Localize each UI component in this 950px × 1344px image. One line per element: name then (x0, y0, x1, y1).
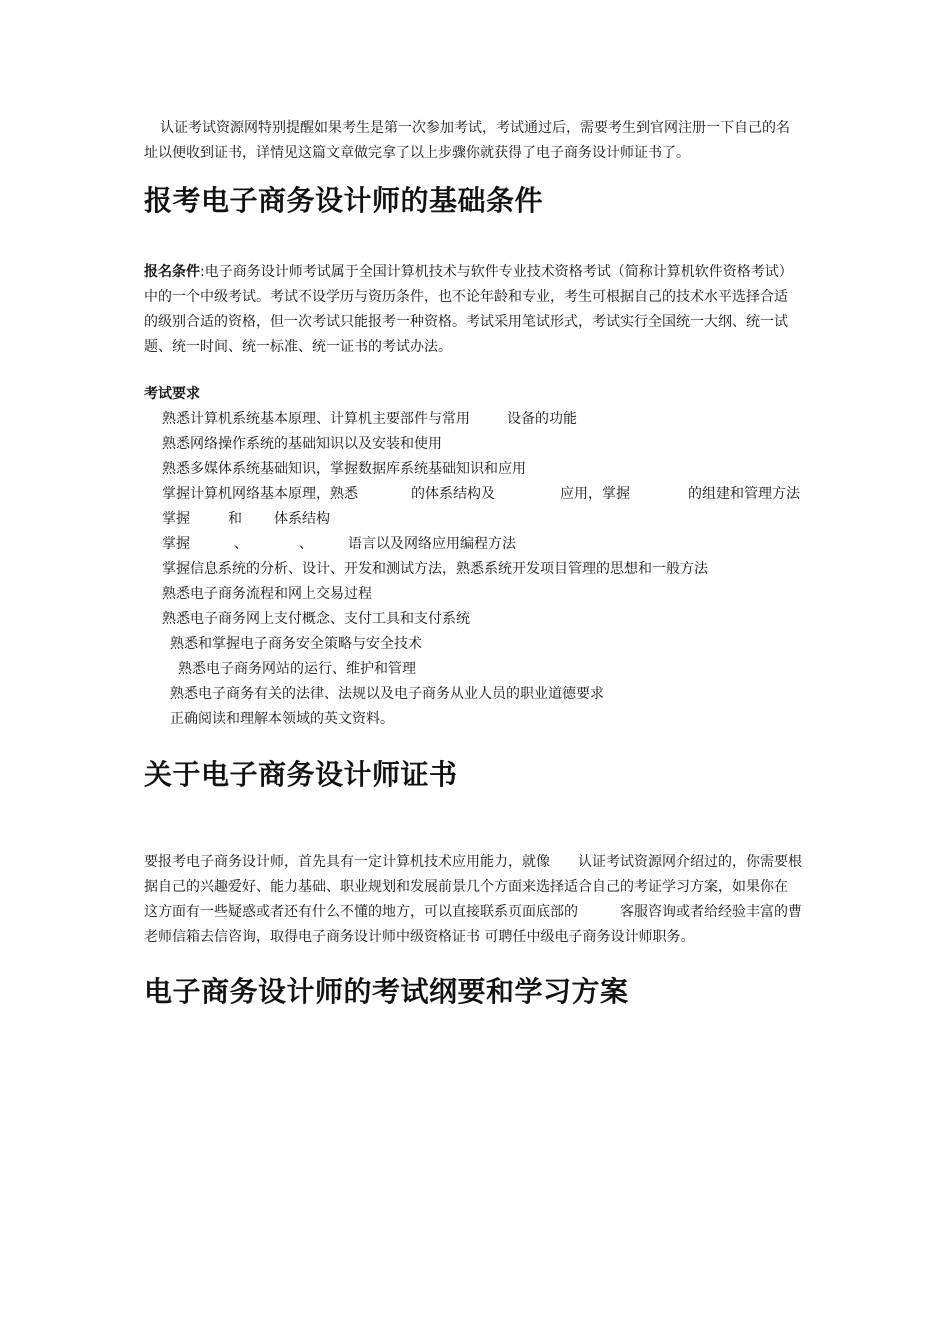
registration-text: :电子商务设计师考试属于全国计算机技术与软件专业技术资格考试（简称计算机软件资格考试） (200, 264, 793, 280)
certificate-paragraph-line-3 (144, 902, 824, 922)
requirement-text: 熟悉计算机系统基本原理、计算机主要部件与常用 (162, 411, 470, 427)
requirement-text: 、 (234, 536, 248, 552)
requirement-item: 正确阅读和理解本领域的英文资料。 (170, 711, 394, 727)
certificate-text: 这方面有一些疑惑或者还有什么不懂的地方，可以直接联系页面底部的 (144, 904, 578, 920)
requirement-text: 设备的功能 (507, 411, 577, 427)
registration-label: 报名条件 (144, 264, 200, 280)
requirement-text: 体系结构 (274, 511, 330, 527)
registration-paragraph-line-1 (144, 262, 793, 282)
requirement-text: 、 (299, 536, 313, 552)
requirement-item: 熟悉网络操作系统的基础知识以及安装和使用 (162, 436, 442, 452)
requirement-text: 和 (228, 511, 242, 527)
requirement-text: 的体系结构及 (411, 486, 495, 502)
certificate-paragraph-line-4: 老师信箱去信咨询，取得电子商务设计师中级资格证书 可聘任中级电子商务设计师职务。 (144, 929, 695, 945)
intro-line-2: 址以便收到证书，详情见这篇文章做完拿了以上步骤你就获得了电子商务设计师证书了。 (144, 145, 690, 161)
section-heading-basic-conditions: 报考电子商务设计师的基础条件 (144, 184, 544, 217)
requirement-item: 熟悉多媒体系统基础知识，掌握数据库系统基础知识和应用 (162, 461, 526, 477)
requirement-item: 熟悉和掌握电子商务安全策略与安全技术 (170, 636, 422, 652)
requirement-item (162, 509, 330, 529)
requirement-text: 语言以及网络应用编程方法 (348, 536, 516, 552)
requirement-item (162, 534, 516, 554)
certificate-text: 认证考试资源网介绍过的，你需要根 (578, 854, 802, 870)
requirement-item: 熟悉电子商务网站的运行、维护和管理 (178, 661, 416, 677)
requirement-text: 的组建和管理方法 (688, 486, 800, 502)
requirement-item: 熟悉电子商务流程和网上交易过程 (162, 586, 372, 602)
certificate-text: 要报考电子商务设计师，首先具有一定计算机技术应用能力，就像 (144, 854, 550, 870)
section-heading-certificate: 关于电子商务设计师证书 (144, 758, 458, 791)
certificate-paragraph-line-2: 据自己的兴趣爱好、能力基础、职业规划和发展前景几个方面来选择适合自己的考证学习方案，如果你在 (144, 879, 788, 895)
registration-paragraph-line-4: 题、统一时间、统一标准、统一证书的考试办法。 (144, 339, 452, 355)
requirement-text: 掌握 (162, 536, 190, 552)
requirement-item: 熟悉电子商务网上支付概念、支付工具和支付系统 (162, 611, 470, 627)
requirement-item (162, 484, 812, 504)
registration-paragraph-line-3: 的级别合适的资格，但一次考试只能报考一种资格。考试采用笔试形式，考试实行全国统一大纲、统一试 (144, 314, 788, 330)
certificate-text: 客服咨询或者给经验丰富的曹 (620, 904, 802, 920)
section-heading-exam-outline: 电子商务设计师的考试纲要和学习方案 (144, 975, 629, 1008)
registration-paragraph-line-2: 中的一个中级考试。考试不设学历与资历条件，也不论年龄和专业，考生可根据自己的技术水平选择合适 (144, 289, 788, 305)
requirements-label: 考试要求 (144, 386, 200, 402)
requirement-item (162, 409, 577, 429)
intro-line-1: 认证考试资源网特别提醒如果考生是第一次参加考试，考试通过后，需要考生到官网注册一下自己的名 (160, 120, 790, 136)
requirement-item: 掌握信息系统的分析、设计、开发和测试方法，熟悉系统开发项目管理的思想和一般方法 (162, 561, 708, 577)
certificate-paragraph-line-1 (144, 852, 824, 872)
requirement-text: 掌握计算机网络基本原理，熟悉 (162, 486, 358, 502)
requirement-text: 掌握 (162, 511, 190, 527)
requirement-text: 应用，掌握 (560, 486, 630, 502)
requirement-item: 熟悉电子商务有关的法律、法规以及电子商务从业人员的职业道德要求 (170, 686, 604, 702)
